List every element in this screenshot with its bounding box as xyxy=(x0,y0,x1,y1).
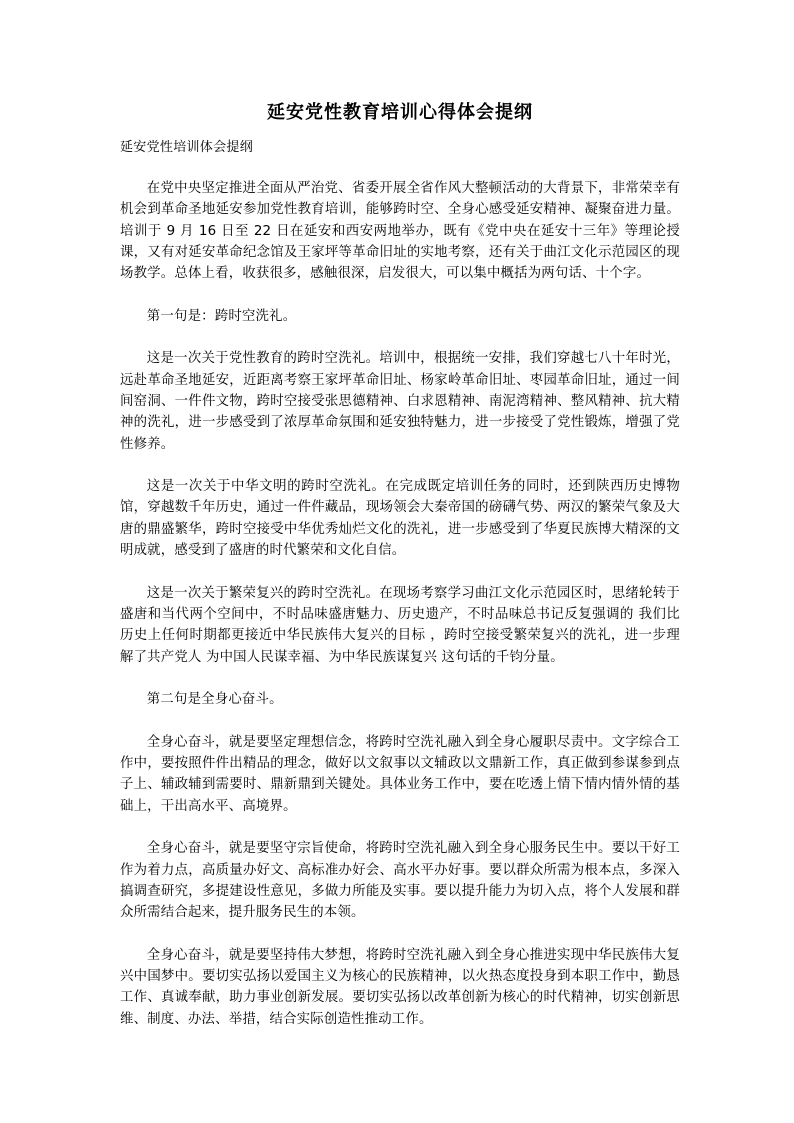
paragraph-ideals: 全身心奋斗，就是要坚定理想信念，将跨时空洗礼融入到全身心履职尽责中。文字综合工作中，要按照件件出精品的理念，做好以文叙事以文辅政以文鼎新工作，真正做到参谋参到点子上、辅政辅到需要时、鼎新鼎到关键处。具体业务工作中，要在吃透上情下情内情外情的基础上，干出高水平、高境界。 xyxy=(120,734,680,814)
paragraph-intro: 在党中央坚定推进全面从严治党、省委开展全省作风大整顿活动的大背景下，非常荣幸有机会到革命圣地延安参加党性教育培训，能够跨时空、全身心感受延安精神、凝聚奋进力量。培训于 9 月 16 日至 22 日在延安和西安两地举办，既有《党中央在延安十三年》等理论授课，又有对延安革命纪念馆及王家坪等革命旧址的实地考察，还有关于曲江文化示范园区的现场教学。总体上看，收获很多，感触很深，启发很大，可以集中概括为两句话、十个字。 xyxy=(120,181,680,282)
document-page xyxy=(120,100,680,1051)
paragraph-heading-1: 第一句是：跨时空洗礼。 xyxy=(146,308,297,324)
paragraph-mission: 全身心奋斗，就是要坚守宗旨使命，将跨时空洗礼融入到全身心服务民生中。要以干好工作为着力点，高质量办好文、高标准办好会、高水平办好事。要以群众所需为根本点，多深入搞调查研究，多提建设性意见，多做力所能及实事。要以提升能力为切入点，将个人发展和群众所需结合起来，提升服务民生的本领。 xyxy=(120,841,680,921)
paragraph-prosperity-revival: 这是一次关于繁荣复兴的跨时空洗礼。在现场考察学习曲江文化示范园区时，思绪轮转于盛唐和当代两个空间中，不时品味盛唐魅力、历史遗产，不时品味总书记反复强调的 我们比历史上任何时期都更接近中华民族伟大复兴的目标 ，跨时空接受繁荣复兴的洗礼，进一步理解了共产党人 为中国人民谋幸福、为中华民族谋复兴 这句话的千钧分量。 xyxy=(120,585,680,665)
paragraph-heading-2: 第二句是全身心奋斗。 xyxy=(146,692,283,708)
paragraph-party-education: 这是一次关于党性教育的跨时空洗礼。培训中，根据统一安排，我们穿越七八十年时光，远赴革命圣地延安，近距离考察王家坪革命旧址、杨家岭革命旧址、枣园革命旧址，通过一间间窑洞、一件件文物，跨时空接受张思德精神、白求恩精神、南泥湾精神、整风精神、抗大精神的洗礼，进一步感受到了浓厚革命氛围和延安独特魅力，进一步接受了党性锻炼，增强了党性修养。 xyxy=(120,351,680,452)
paragraph-chinese-civilization: 这是一次关于中华文明的跨时空洗礼。在完成既定培训任务的同时，还到陕西历史博物馆，穿越数千年历史，通过一件件藏品，现场领会大秦帝国的磅礴气势、两汉的繁荣气象及大唐的鼎盛繁华，跨时空接受中华优秀灿烂文化的洗礼，进一步感受到了华夏民族博大精深的文明成就，感受到了盛唐的时代繁荣和文化自信。 xyxy=(120,479,680,559)
paragraph-dream: 全身心奋斗，就是要坚持伟大梦想，将跨时空洗礼融入到全身心推进实现中华民族伟大复兴中国梦中。要切实弘扬以爱国主义为核心的民族精神，以火热态度投身到本职工作中，勤恳工作、真诚奉献，助力事业创新发展。要切实弘扬以改革创新为核心的时代精神，切实创新思维、制度、办法、举措，结合实际创造性推动工作。 xyxy=(120,947,680,1027)
document-title: 延安党性教育培训心得体会提纲 xyxy=(267,102,533,123)
document-subtitle: 延安党性培训体会提纲 xyxy=(120,140,254,155)
